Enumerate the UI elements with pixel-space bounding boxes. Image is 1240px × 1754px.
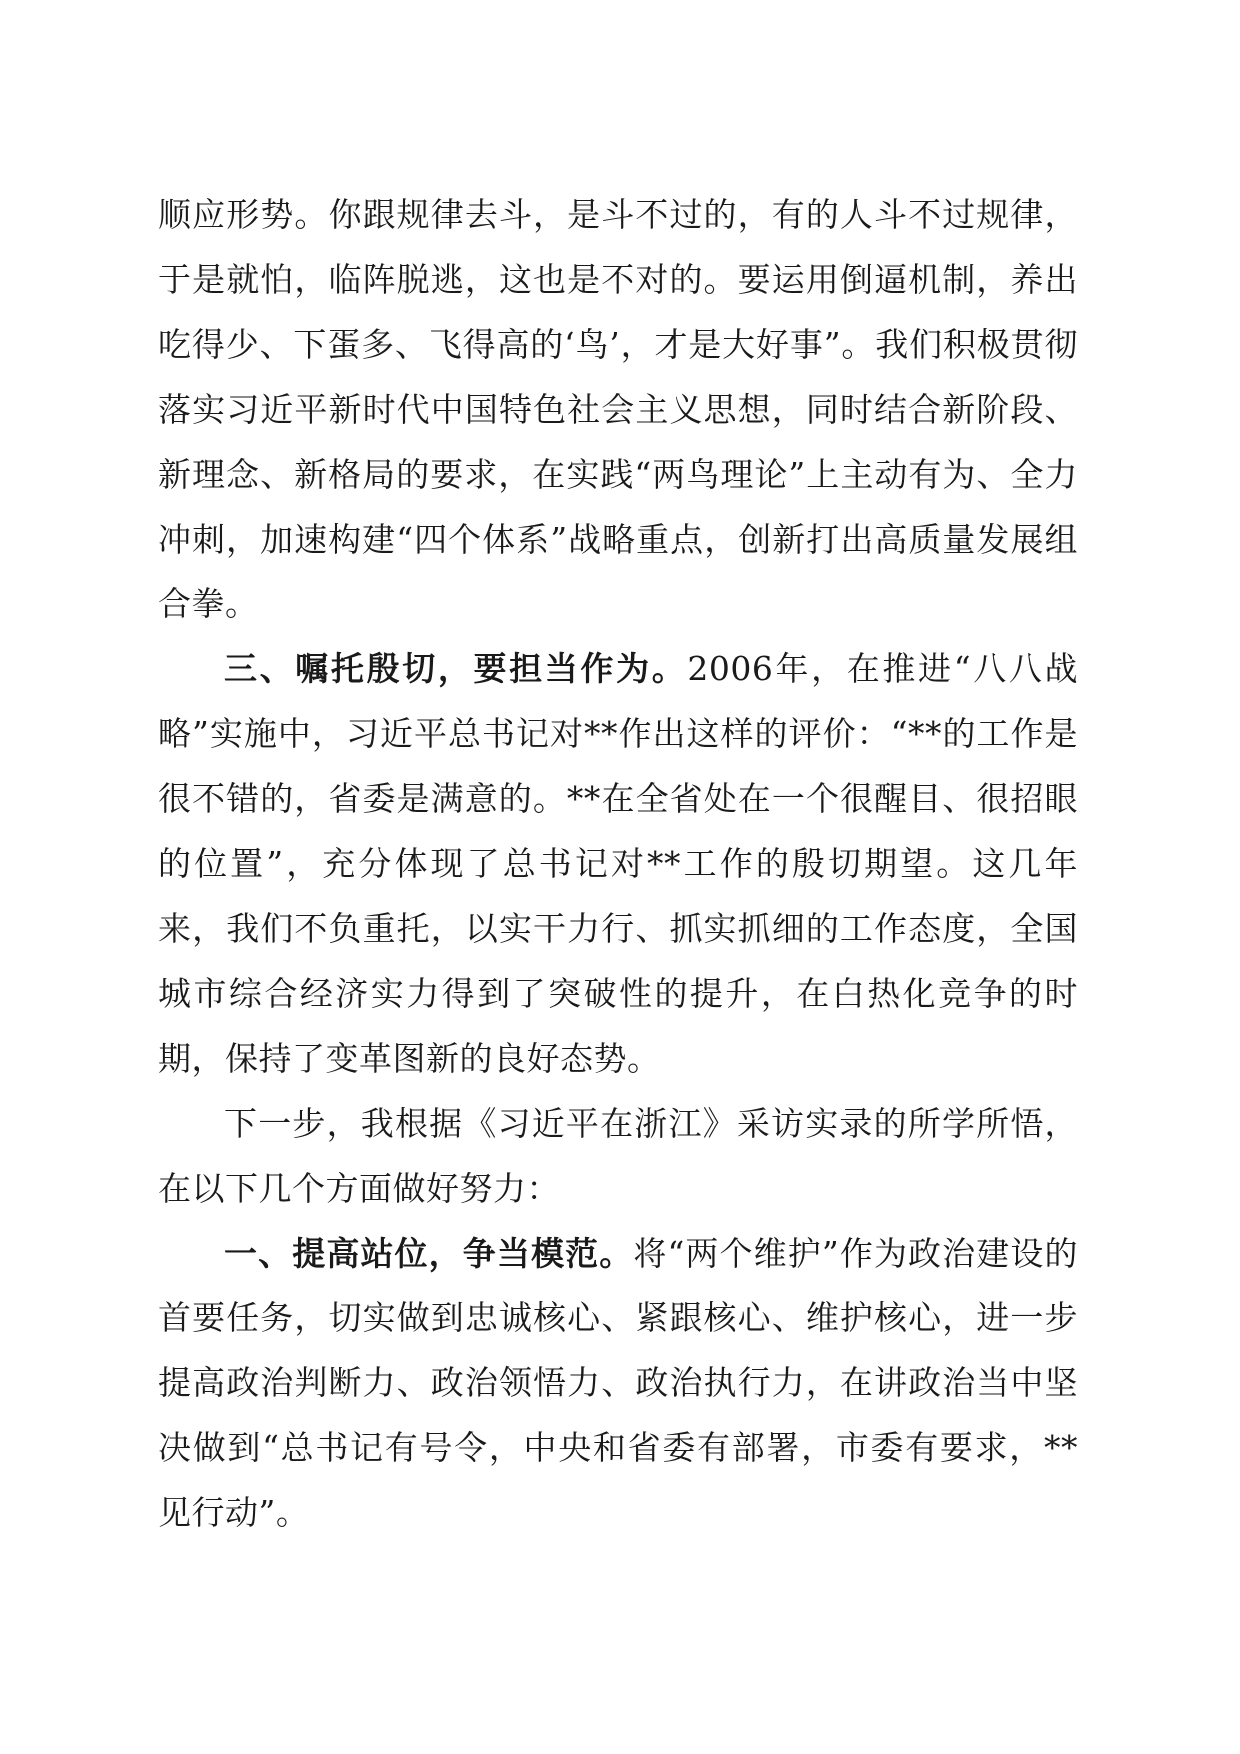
paragraph-next-step [158,1092,1078,1222]
section-heading-one: 一、提高站位，争当模范。 [224,1233,634,1273]
paragraph-section-one [158,1222,1078,1547]
paragraph-text: 2006年，在推进“八八战略”实施中，习近平总书记对**作出这样的评价：“**的工作是很不错的，省委是满意的。**在全省处在一个很醒目、很招眼的位置”，充分体现了总书记对**工作的殷切期望。这几年来，我们不负重托，以实干力行、抓实抓细的工作态度，全国城市综合经济实力得到了突破性的提升，在白热化竞争的时期，保持了变革图新的良好态势。 [158,649,1078,1078]
paragraph-text: 下一步，我根据《习近平在浙江》采访实录的所学所悟，在以下几个方面做好努力： [158,1103,1078,1208]
paragraph-section-three [158,637,1078,1091]
paragraph-text: 将“两个维护”作为政治建设的首要任务，切实做到忠诚核心、紧跟核心、维护核心，进一步提高政治判断力、政治领悟力、政治执行力，在讲政治当中坚决做到“总书记有号令，中央和省委有部署，市委有要求，**见行动”。 [158,1233,1078,1533]
section-heading-three: 三、嘱托殷切，要担当作为。 [224,649,688,689]
document-page [158,183,1078,1546]
paragraph-continuation [158,183,1078,637]
paragraph-text: 顺应形势。你跟规律去斗，是斗不过的，有的人斗不过规律，于是就怕，临阵脱逃，这也是不对的。要运用倒逼机制，养出吃得少、下蛋多、飞得高的‘鸟’，才是大好事”。我们积极贯彻落实习近平新时代中国特色社会主义思想，同时结合新阶段、新理念、新格局的要求，在实践“两鸟理论”上主动有为、全力冲刺，加速构建“四个体系”战略重点，创新打出高质量发展组合拳。 [158,195,1078,624]
